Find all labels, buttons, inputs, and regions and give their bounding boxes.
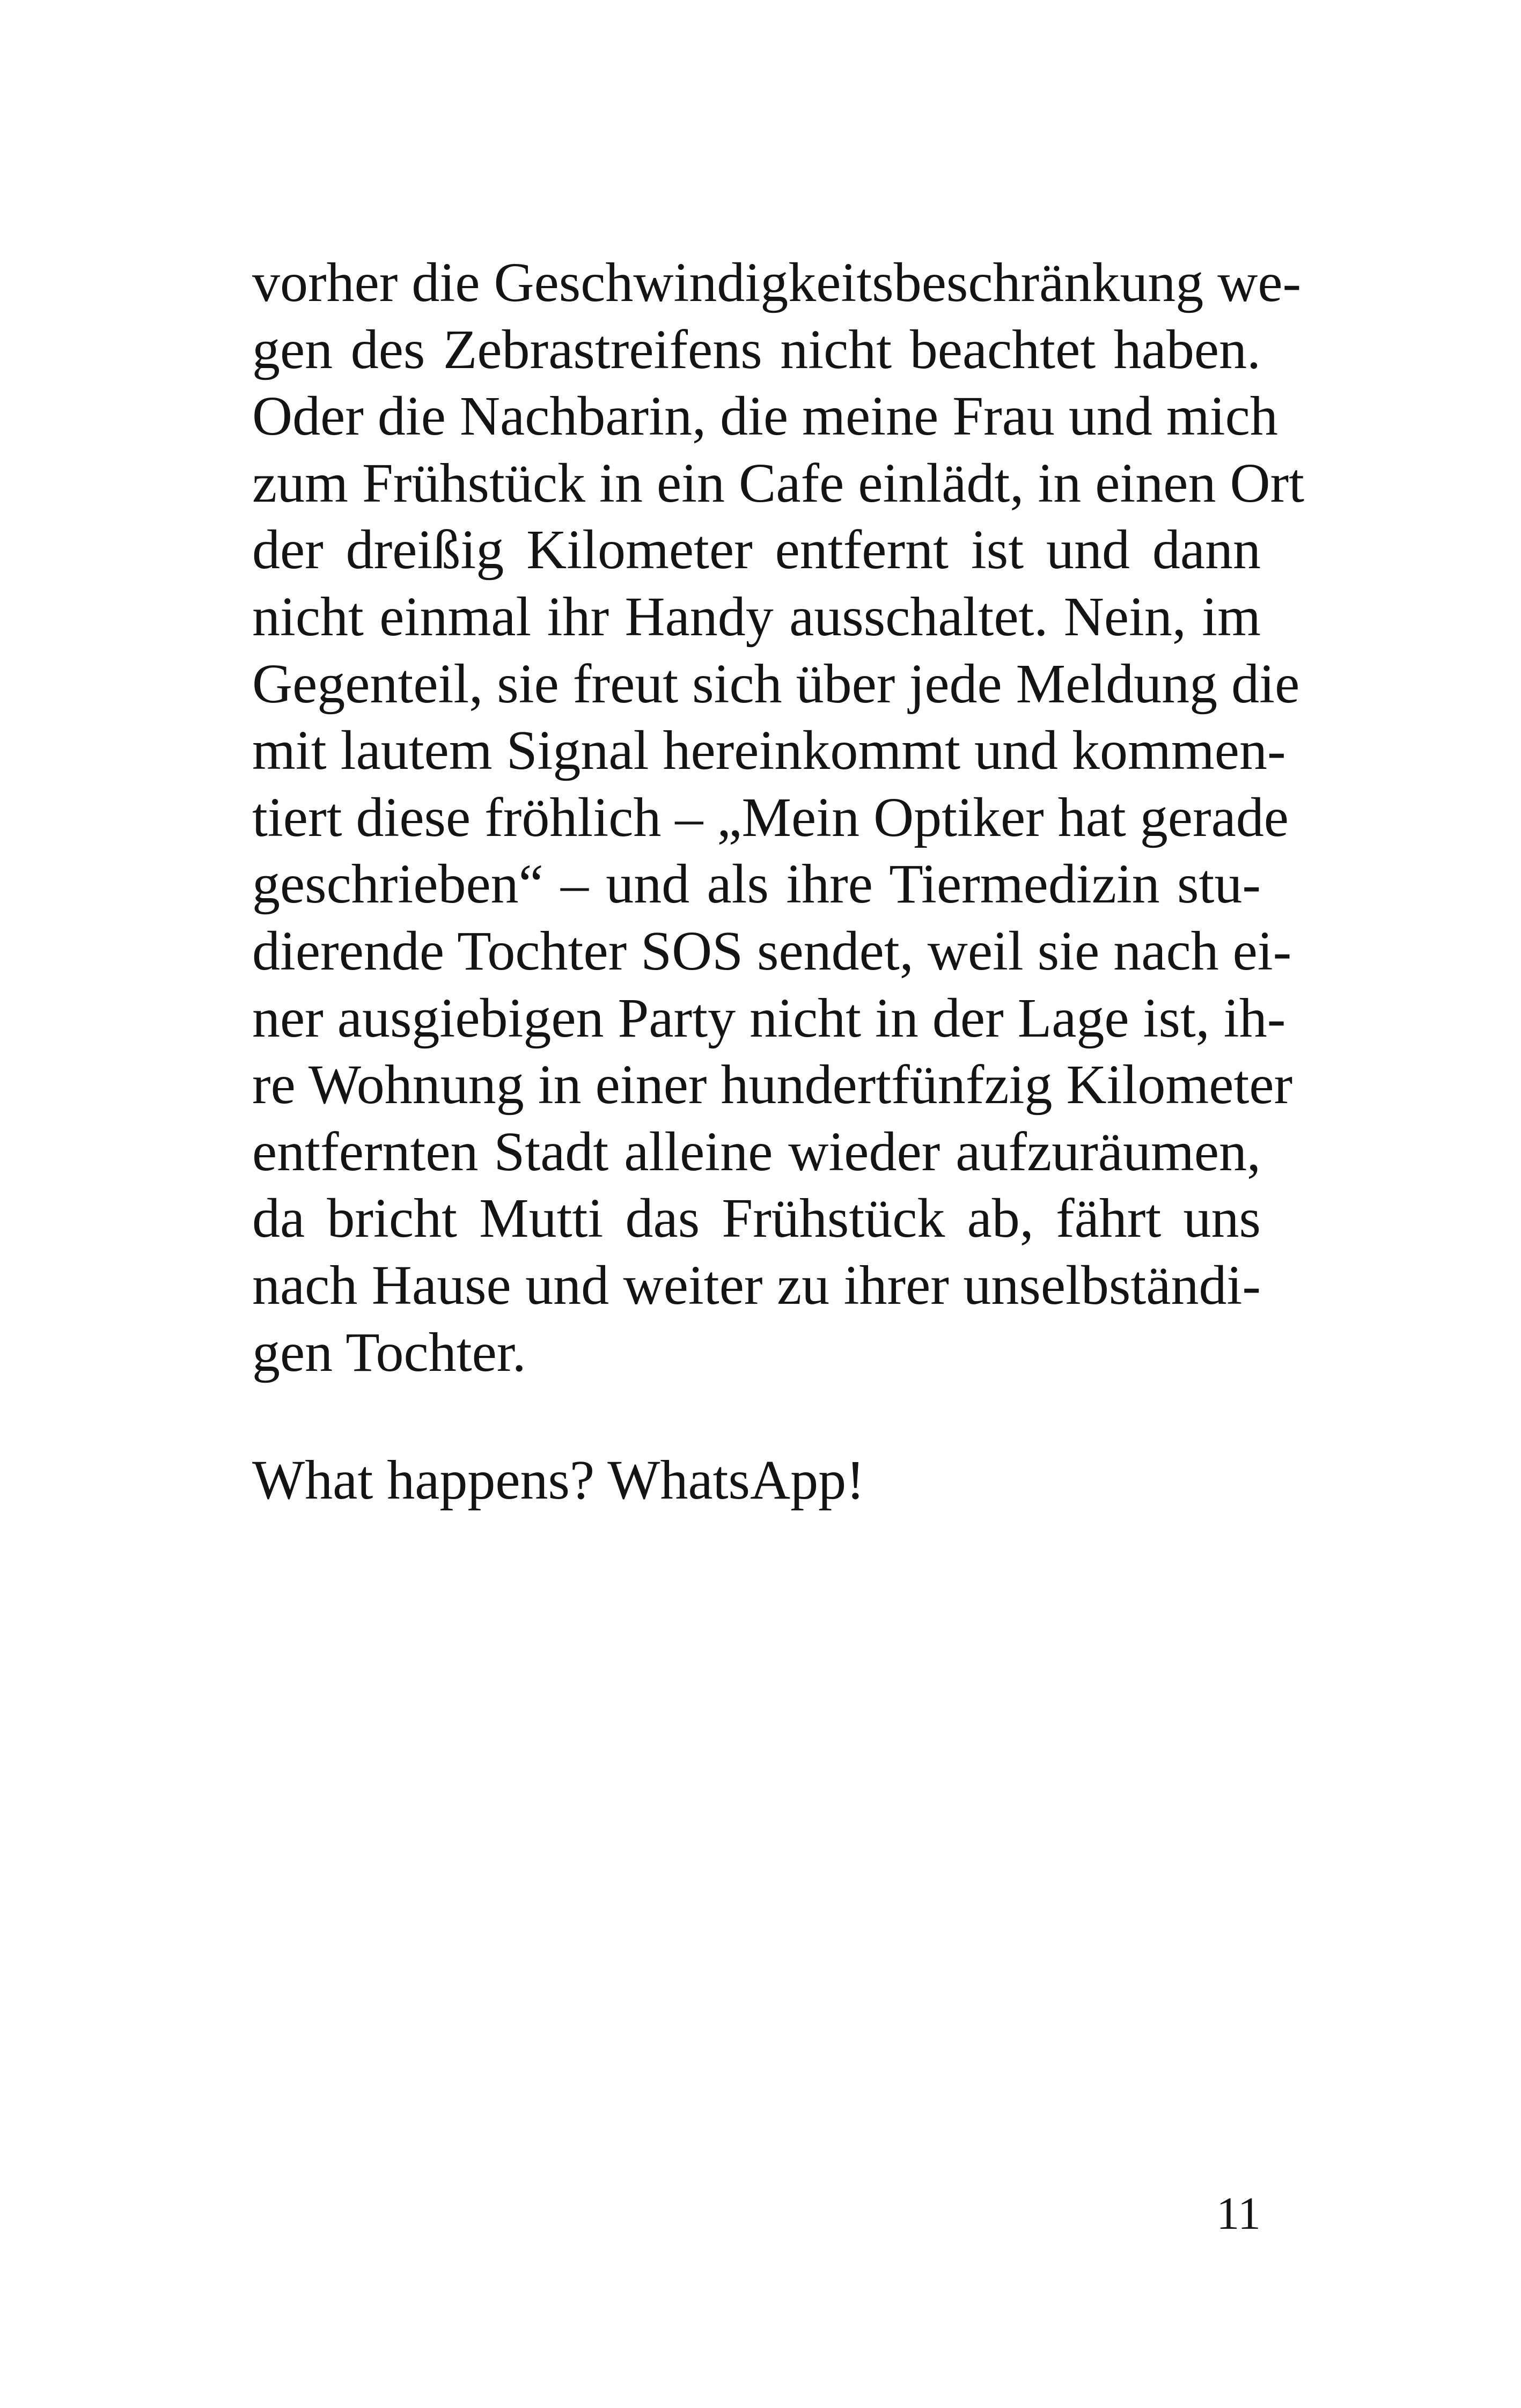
- text-line: da bricht Mutti das Frühstück ab, fährt uns: [252, 1187, 1261, 1250]
- closing-line: What happens? WhatsApp!: [252, 1449, 865, 1511]
- text-line: mit lautem Signal hereinkommt und kommen-: [252, 720, 1286, 782]
- text-line: re Wohnung in einer hundertfünfzig Kilometer: [252, 1054, 1293, 1116]
- text-line: Gegenteil, sie freut sich über jede Meldung die: [252, 652, 1300, 715]
- text-line: geschrieben“ – und als ihre Tiermedizin stu-: [252, 853, 1261, 915]
- text-line: gen des Zebrastreifens nicht beachtet haben.: [252, 318, 1261, 380]
- text-line: nicht einmal ihr Handy ausschaltet. Nein, im: [252, 585, 1261, 648]
- body-paragraph: [252, 249, 1305, 1386]
- text-line: tiert diese fröhlich – „Mein Optiker hat gerade: [252, 786, 1289, 848]
- text-line: der dreißig Kilometer entfernt ist und dann: [252, 519, 1261, 581]
- page-number: 11: [1216, 2187, 1261, 2239]
- text-line: gen Tochter.: [252, 1321, 526, 1383]
- text-line: zum Frühstück in ein Cafe einlädt, in einen Ort: [252, 452, 1305, 514]
- text-line: Oder die Nachbarin, die meine Frau und mich: [252, 385, 1278, 447]
- text-line: entfernten Stadt alleine wieder aufzuräumen,: [252, 1120, 1261, 1183]
- text-line: nach Hause und weiter zu ihrer unselbständi-: [252, 1254, 1261, 1316]
- text-line: ner ausgiebigen Party nicht in der Lage ist, ih-: [252, 987, 1286, 1049]
- text-line: vorher die Geschwindigkeitsbeschränkung we-: [252, 252, 1302, 313]
- text-line: dierende Tochter SOS sendet, weil sie nach ei-: [252, 920, 1292, 982]
